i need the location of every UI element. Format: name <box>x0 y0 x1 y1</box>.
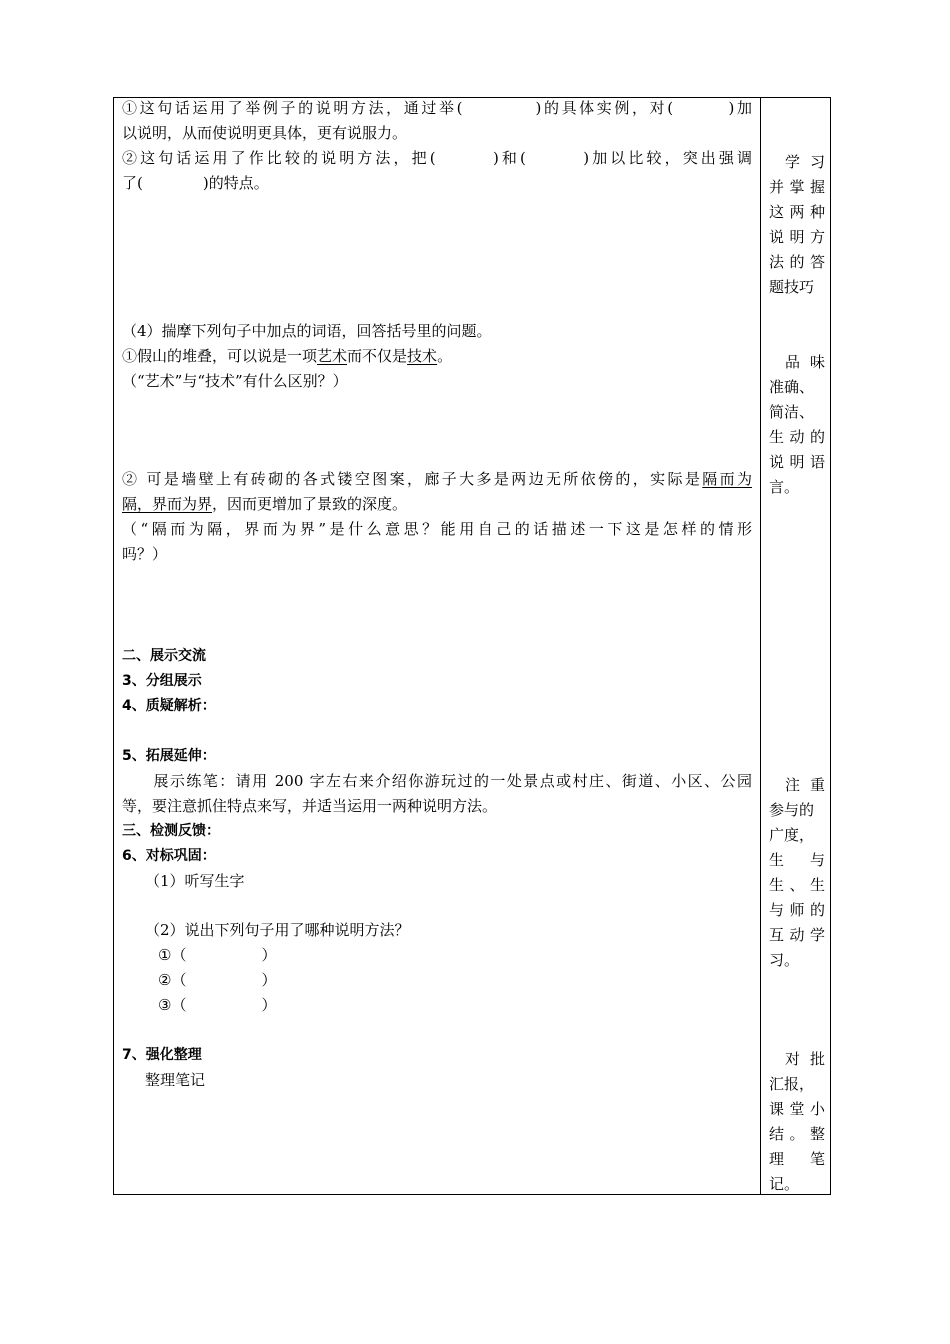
q4-sentence-1 <box>122 346 752 366</box>
item-4-heading: 4、质疑解析： <box>122 698 216 714</box>
q4-s2-underlined-2: 隔，界而为界 <box>122 495 213 513</box>
q4-sentence-2-line1 <box>122 469 752 489</box>
q4-s1-question: （“艺术”与“技术”有什么区别？） <box>122 372 348 390</box>
side-note-3-line5: 生、生 <box>769 876 825 894</box>
practice-text-1: 展示练笔：请用 200 字左右来介绍你游玩过的一处景点或村庄、街道、小区、公园 <box>152 772 752 790</box>
side-note-2-line5: 说明语 <box>769 453 825 471</box>
side-note-2-line1: 品味 <box>785 353 825 371</box>
side-note-1-line5: 法的答 <box>769 253 825 271</box>
q4-s1-post: 。 <box>437 347 453 365</box>
side-note-1-line4: 说明方 <box>769 228 825 246</box>
side-note-2-line2: 准确、 <box>769 378 815 396</box>
q3-1-line1: ①这句话运用了举例子的说明方法，通过举( )的具体实例，对( )加 <box>122 99 752 117</box>
side-note-3-line8: 习。 <box>769 951 800 969</box>
practice-line1 <box>122 771 752 791</box>
q4-s1-word-art: 艺术 <box>317 347 348 365</box>
section-2-heading: 二、展示交流 <box>122 648 206 664</box>
item-6-heading: 6、对标巩固： <box>122 848 216 864</box>
practice-line2: 等，要注意抓住特点来写，并适当运用一两种说明方法。 <box>122 797 498 815</box>
sub-1: （1）听写生字 <box>145 872 245 890</box>
side-note-1-line2: 并掌握 <box>769 178 825 196</box>
side-note-2-line6: 言。 <box>769 478 800 496</box>
q4-s1-mid: 而不仅是 <box>347 347 408 365</box>
side-note-3-line3: 广度， <box>769 826 815 844</box>
sub-2: （2）说出下列句子用了哪种说明方法？ <box>145 921 410 939</box>
q4-s2-post: ，因而更增加了景致的深度。 <box>212 495 408 513</box>
column-divider <box>760 97 761 1195</box>
item-3-heading: 3、分组展示 <box>122 673 202 689</box>
side-note-4-line4: 结。整 <box>769 1125 825 1143</box>
side-note-3-line6: 与师的 <box>769 901 825 919</box>
side-note-4-line6: 记。 <box>769 1175 800 1193</box>
answer-blank-1: ①（ ） <box>158 946 277 964</box>
q4-sentence-2-line2 <box>122 494 752 514</box>
side-note-1-line3: 这两种 <box>769 203 825 221</box>
side-note-3-line1: 注重 <box>785 776 825 794</box>
side-note-1-line1: 学习 <box>785 153 825 171</box>
side-note-3-line7: 互动学 <box>769 926 825 944</box>
item-7-body: 整理笔记 <box>145 1071 206 1089</box>
q4-s1-word-technique: 技术 <box>407 347 438 365</box>
item-7-heading: 7、强化整理 <box>122 1047 202 1063</box>
q4-s2-question-line2: 吗？） <box>122 545 168 563</box>
q3-2-line1: ②这句话运用了作比较的说明方法，把( )和( )加以比较，突出强调 <box>122 149 752 167</box>
side-note-4-line2: 汇报， <box>769 1075 815 1093</box>
side-note-4-line3: 课堂小 <box>769 1100 825 1118</box>
side-note-3-line4: 生与 <box>769 851 825 869</box>
item-5-heading: 5、拓展延伸： <box>122 748 216 764</box>
answer-blank-2: ②（ ） <box>158 971 277 989</box>
side-note-2-line4: 生动的 <box>769 428 825 446</box>
answer-blank-3: ③（ ） <box>158 996 277 1014</box>
q3-1-line2: 以说明，从而使说明更具体，更有说服力。 <box>122 124 408 142</box>
q4-s1-pre: ①假山的堆叠，可以说是一项 <box>122 347 318 365</box>
side-note-4-line1: 对批 <box>785 1050 825 1068</box>
side-note-4-line5: 理笔 <box>769 1150 825 1168</box>
q4-s2-question-line1: （“隔而为隔，界而为界”是什么意思？能用自己的话描述一下这是怎样的情形 <box>122 520 752 538</box>
section-3-heading: 三、检测反馈： <box>122 823 220 839</box>
q3-2-line2: 了( )的特点。 <box>122 174 269 192</box>
q4-intro: （4）揣摩下列句子中加点的词语，回答括号里的问题。 <box>122 322 492 340</box>
side-note-1-line6: 题技巧 <box>769 278 815 296</box>
side-note-3-line2: 参与的 <box>769 801 815 819</box>
side-note-2-line3: 简洁、 <box>769 403 815 421</box>
q4-s2-pre: ② 可是墙壁上有砖砌的各式镂空图案，廊子大多是两边无所依傍的，实际是 <box>122 470 703 488</box>
q4-s2-underlined-1: 隔而为 <box>702 470 752 488</box>
